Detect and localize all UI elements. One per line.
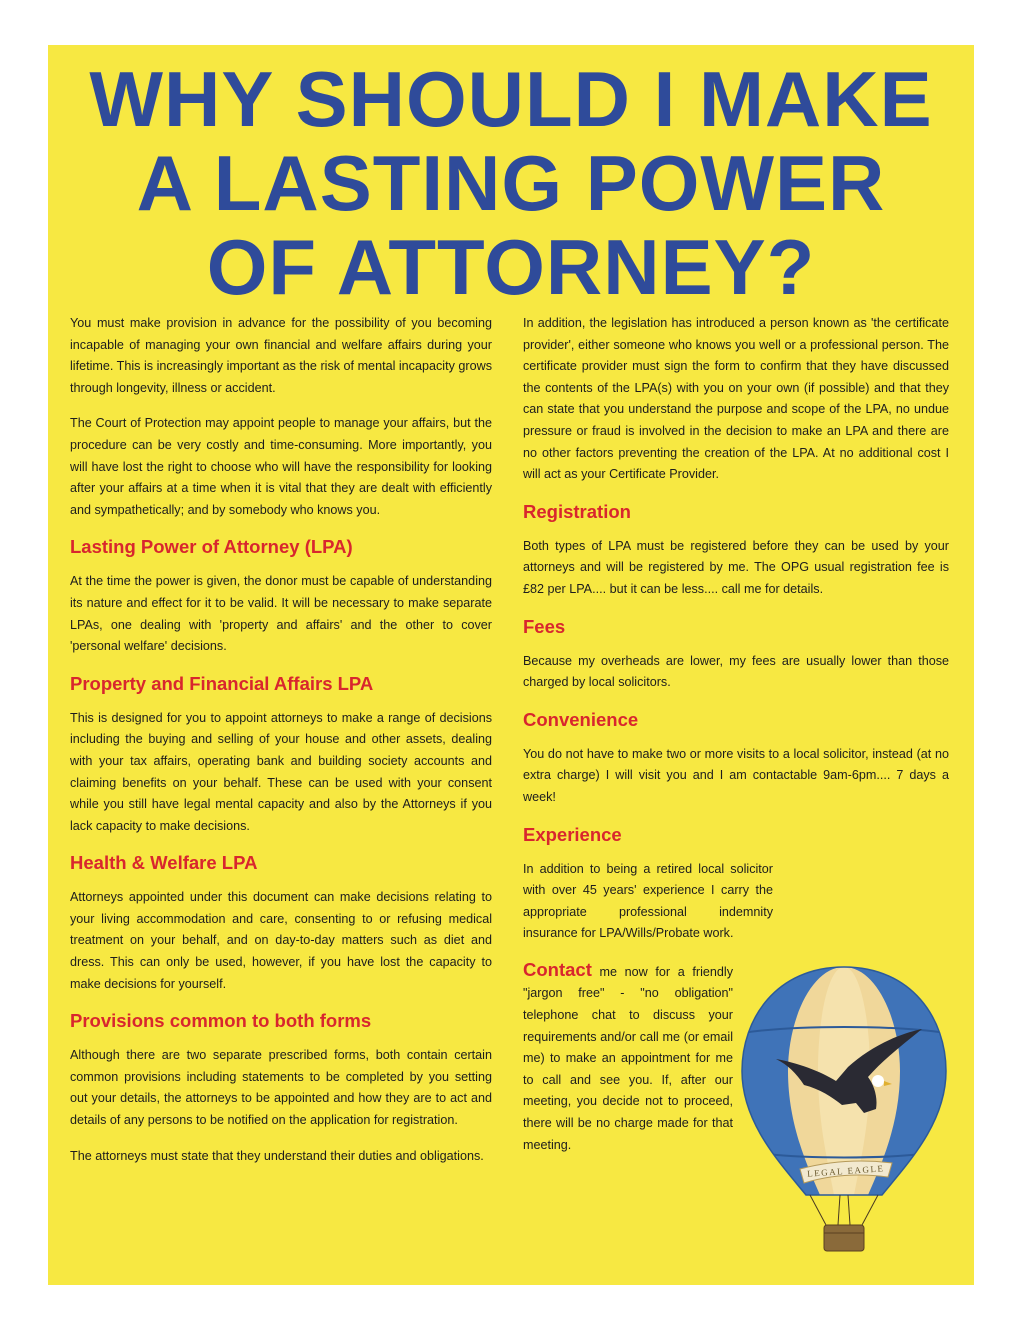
health-heading: Health & Welfare LPA — [70, 852, 258, 874]
registration-text: Both types of LPA must be registered before they can be used by your attorneys and will be registered by me. The OPG usual registration fee is £82 per LPA.... but it can be less.... call me for details. — [523, 538, 949, 596]
fees-text: Because my overheads are lower, my fees are usually lower than those charged by local solicitors. — [523, 653, 949, 690]
contact-heading: Contact — [523, 958, 592, 980]
provisions-paragraph-1: Although there are two separate prescribed forms, both contain certain common provisions including statements to be completed by you setting out your details, the attorneys to be appointed and how they are to act and details of any persons to be notified on the application for registration. — [70, 1048, 492, 1128]
convenience-heading: Convenience — [523, 708, 639, 730]
convenience-text: You do not have to make two or more visits to a local solicitor, instead (at no extra charge) I will visit you and I am contactable 9am-6pm.... 7 days a week! — [523, 746, 949, 804]
lpa-text: At the time the power is given, the donor must be capable of understanding its nature and effect for it to be valid. It will be necessary to make separate LPAs, one dealing with 'property and affairs' and the other to cover 'personal welfare' decisions. — [70, 574, 492, 654]
hot-air-balloon-eagle-icon — [736, 963, 952, 1259]
title-line-2: A LASTING POWER — [136, 139, 886, 227]
property-text: This is designed for you to appoint attorneys to make a range of decisions including the buying and selling of your house and other assets, dealing with your tax affairs, operating bank and building society accounts and claiming benefits on your behalf. These can be used with your consent while you still have legal mental capacity and also by the Attorneys if you lack capacity to make decisions. — [70, 710, 492, 833]
experience-heading: Experience — [523, 823, 622, 845]
health-text: Attorneys appointed under this document can make decisions relating to your living accommodation and care, consenting to or refusing medical treatment on your behalf, and on day-to-day matters such as diet and dress. This can only be used, however, if you have lost the capacity to make decisions for yourself. — [70, 890, 492, 991]
contact-text: me now for a friendly "jargon free" - "no obligation" telephone chat to discuss your requirements and/or call me (or email me) to make an appointment for me to call and see you. If, after our meeting, you decide not to proceed, there will be no charge made for that meeting. — [523, 964, 733, 1152]
intro-paragraph-2: The Court of Protection may appoint people to manage your affairs, but the procedure can be very costly and time-consuming. More importantly, you will have lost the right to choose who will have the responsibility for looking after your affairs at a time when it is vital that they are dealt with efficiently and sympathetically; and by somebody who knows you. — [70, 416, 492, 517]
provisions-heading: Provisions common to both forms — [70, 1010, 372, 1032]
intro-paragraph-1: You must make provision in advance for the possibility of you becoming incapable of managing your own financial and welfare affairs during your lifetime. This is increasingly important as the risk of mental incapacity grows through longevity, illness or accident. — [70, 316, 492, 395]
registration-heading: Registration — [523, 500, 631, 522]
poster — [48, 45, 974, 1285]
title-line-1: WHY SHOULD I MAKE — [89, 55, 933, 143]
title-line-3: OF ATTORNEY? — [206, 223, 816, 311]
contact-paragraph — [523, 959, 733, 1156]
fees-heading: Fees — [523, 615, 566, 637]
lpa-heading: Lasting Power of Attorney (LPA) — [70, 536, 353, 558]
provisions-paragraph-2: The attorneys must state that they understand their duties and obligations. — [70, 1148, 484, 1163]
page-title — [48, 57, 974, 309]
experience-text: In addition to being a retired local solicitor with over 45 years' experience I carry the appropriate professional indemnity insurance for LPA/Wills/Probate work. — [523, 861, 773, 941]
balloon-banner-text: LEGAL EAGLE — [806, 1163, 885, 1179]
left-column — [70, 313, 492, 1181]
property-heading: Property and Financial Affairs LPA — [70, 672, 374, 694]
certificate-provider-text: In addition, the legislation has introduced a person known as 'the certificate provider', either someone who knows you well or a professional person. The certificate provider must sign the form to confirm that they have discussed the contents of the LPA(s) with you on your own (if possible) and that they can state that you understand the purpose and scope of the LPA, no undue pressure or fraud is involved in the decision to make an LPA and there are no other factors preventing the creation of the LPA. At no additional cost I will act as your Certificate Provider. — [523, 316, 949, 482]
